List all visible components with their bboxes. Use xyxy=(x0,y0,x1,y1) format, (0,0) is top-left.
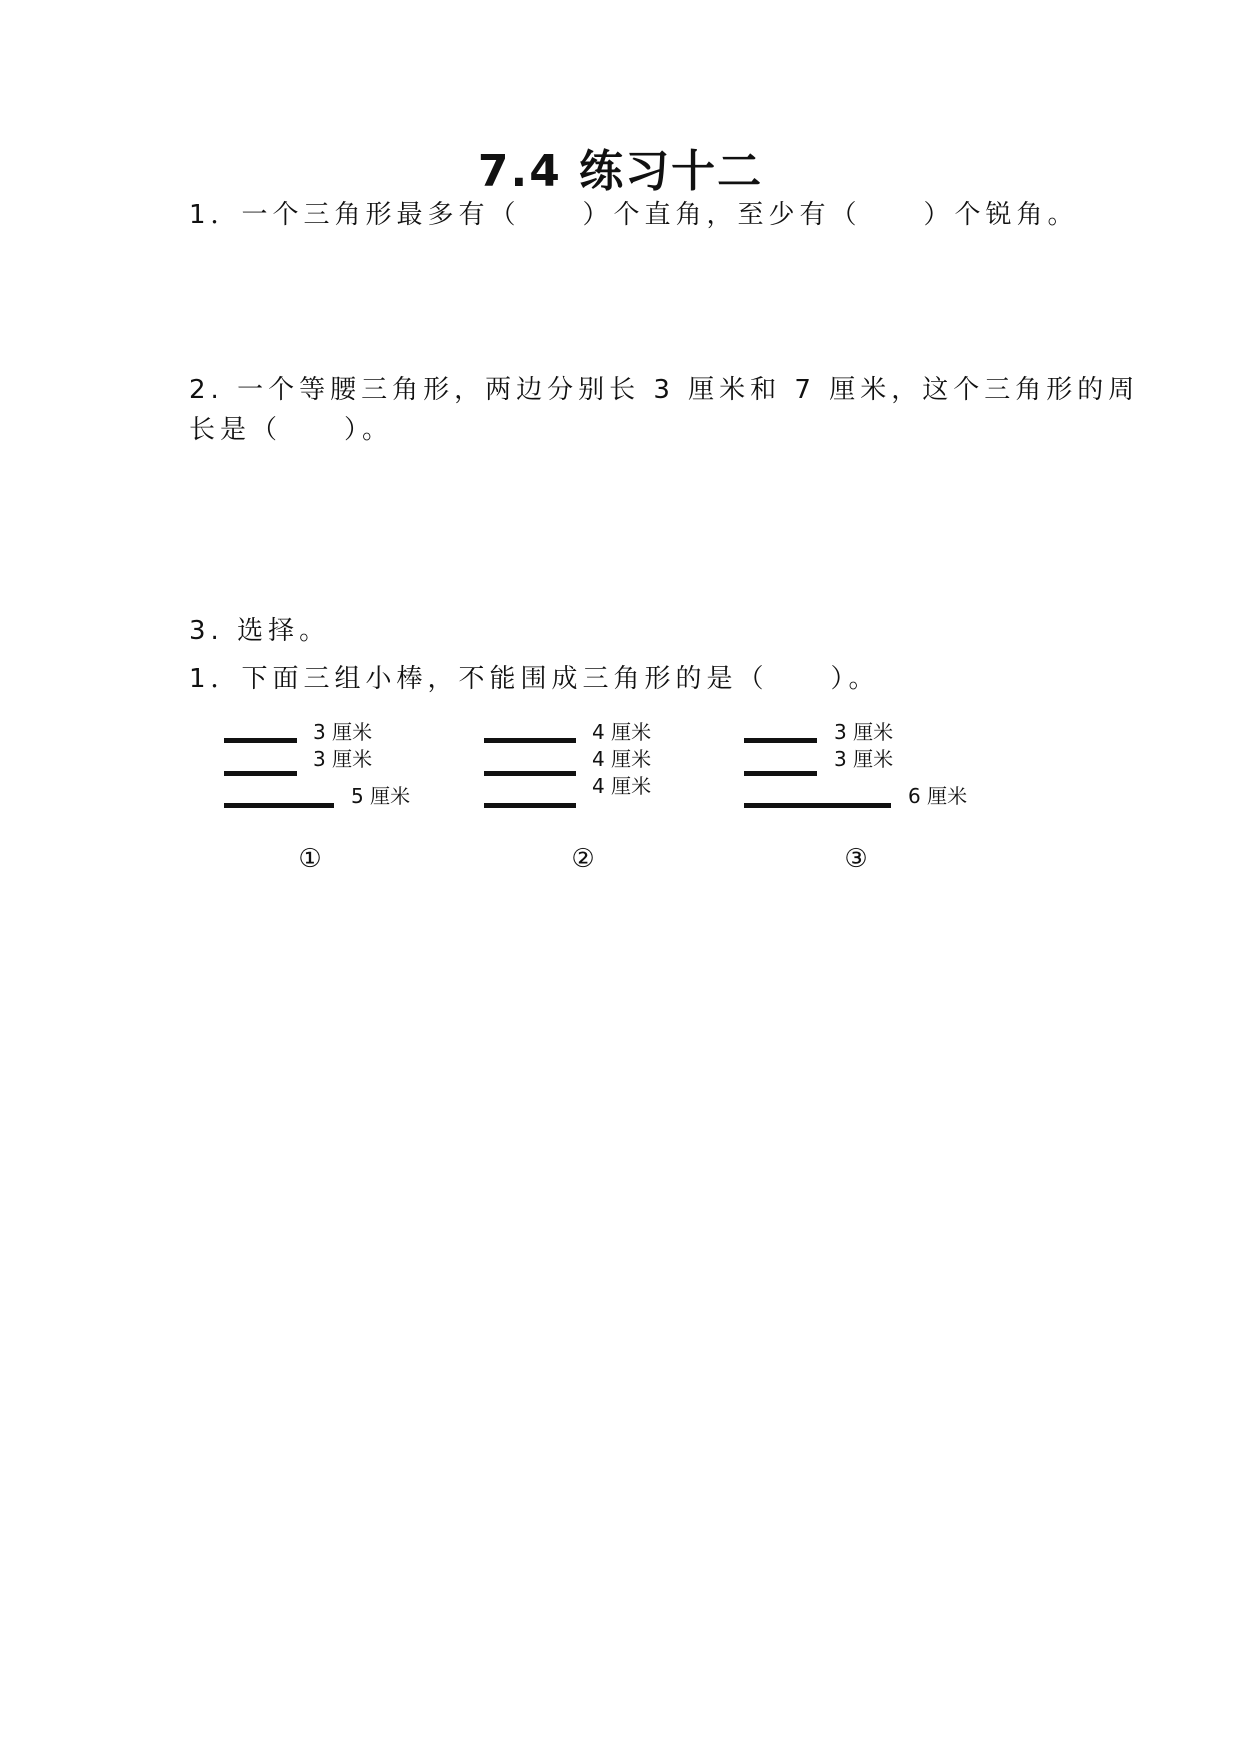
stick-length-label: 4 厘米 xyxy=(592,747,652,771)
stick-length-label: 4 厘米 xyxy=(592,720,652,744)
question-2-line-1: 2. 一个等腰三角形，两边分别长 3 厘米和 7 厘米，这个三角形的周 xyxy=(189,375,1140,405)
stick xyxy=(744,803,891,808)
stick-length-label: 4 厘米 xyxy=(592,774,652,798)
stick-length-label: 6 厘米 xyxy=(908,784,968,808)
stick-length-label: 5 厘米 xyxy=(351,784,411,808)
stick xyxy=(224,738,297,743)
stick-length-label: 3 厘米 xyxy=(313,720,373,744)
stick xyxy=(484,738,576,743)
option-marker: ① xyxy=(298,844,322,874)
stick xyxy=(744,738,817,743)
option-marker: ② xyxy=(571,844,595,874)
stick-length-label: 3 厘米 xyxy=(834,720,894,744)
stick-length-label: 3 厘米 xyxy=(834,747,894,771)
page-title: 7.4 练习十二 xyxy=(477,146,764,197)
stick xyxy=(484,803,576,808)
question-1: 1．一个三角形最多有（ ）个直角，至少有（ ）个锐角。 xyxy=(189,200,1079,230)
option-marker: ③ xyxy=(844,844,868,874)
stick xyxy=(484,771,576,776)
stick xyxy=(224,803,334,808)
question-2-line-2: 长是（ ）。 xyxy=(189,415,394,445)
stick xyxy=(224,771,297,776)
question-3-heading: 3. 选择。 xyxy=(189,616,331,646)
stick-length-label: 3 厘米 xyxy=(313,747,373,771)
stick xyxy=(744,771,817,776)
question-3-sub-1: 1．下面三组小棒，不能围成三角形的是（ ）。 xyxy=(189,664,880,694)
